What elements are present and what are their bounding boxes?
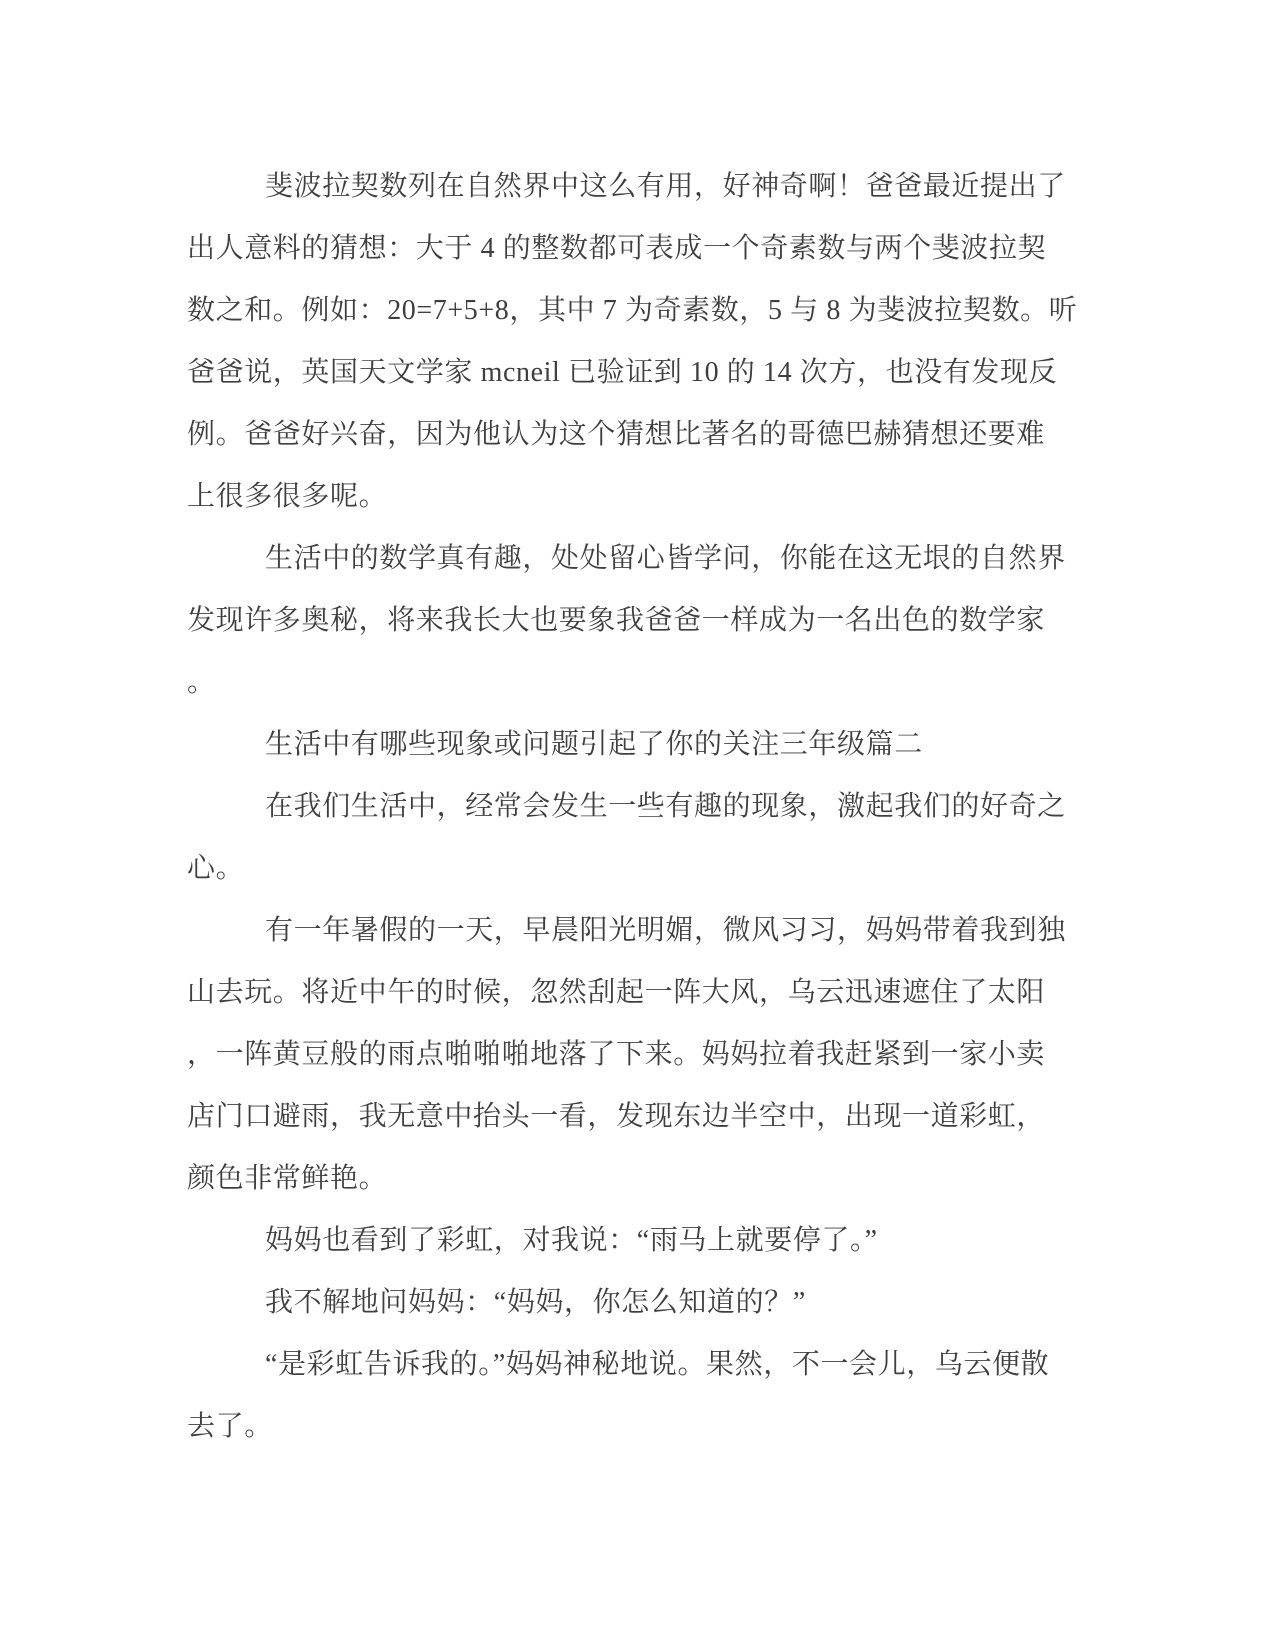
- text-line: 数之和。例如：20=7+5+8，其中 7 为奇素数，5 与 8 为斐波拉契数。听: [187, 295, 1078, 326]
- text-line: 例。爸爸好兴奋，因为他认为这个猜想比著名的哥德巴赫猜想还要难: [187, 419, 1046, 450]
- text-line: 我不解地问妈妈：“妈妈，你怎么知道的？”: [265, 1287, 806, 1318]
- text-line: ，一阵黄豆般的雨点啪啪啪地落了下来。妈妈拉着我赶紧到一家小卖: [187, 1039, 1046, 1070]
- text-line: 爸爸说，英国天文学家 mcneil 已验证到 10 的 14 次方，也没有发现反: [187, 357, 1058, 388]
- text-line: 生活中的数学真有趣，处处留心皆学问，你能在这无垠的自然界: [265, 543, 1066, 574]
- document-text-body: [187, 156, 1078, 1458]
- text-line: 山去玩。将近中午的时候，忽然刮起一阵大风，乌云迅速遮住了太阳: [187, 977, 1046, 1008]
- text-line: 心。: [187, 853, 245, 884]
- text-line: 妈妈也看到了彩虹，对我说：“雨马上就要停了。”: [265, 1225, 878, 1256]
- text-line: 在我们生活中，经常会发生一些有趣的现象，激起我们的好奇之: [265, 791, 1066, 822]
- text-line: “是彩虹告诉我的。”妈妈神秘地说。果然，不一会儿，乌云便散: [265, 1349, 1050, 1380]
- text-line: 出人意料的猜想：大于 4 的整数都可表成一个奇素数与两个斐波拉契: [187, 233, 1047, 264]
- text-line: 斐波拉契数列在自然界中这么有用，好神奇啊！爸爸最近提出了: [265, 171, 1066, 202]
- text-line: 发现许多奥秘，将来我长大也要象我爸爸一样成为一名出色的数学家: [187, 605, 1046, 636]
- text-line: 上很多很多呢。: [187, 481, 388, 512]
- text-line: 去了。: [187, 1411, 273, 1442]
- text-line: 有一年暑假的一天，早晨阳光明媚，微风习习，妈妈带着我到独: [265, 915, 1066, 946]
- text-line: 。: [187, 667, 216, 698]
- text-line: 生活中有哪些现象或问题引起了你的关注三年级篇二: [265, 729, 923, 760]
- text-line: 店门口避雨，我无意中抬头一看，发现东边半空中，出现一道彩虹，: [187, 1101, 1046, 1132]
- text-line: 颜色非常鲜艳。: [187, 1163, 388, 1194]
